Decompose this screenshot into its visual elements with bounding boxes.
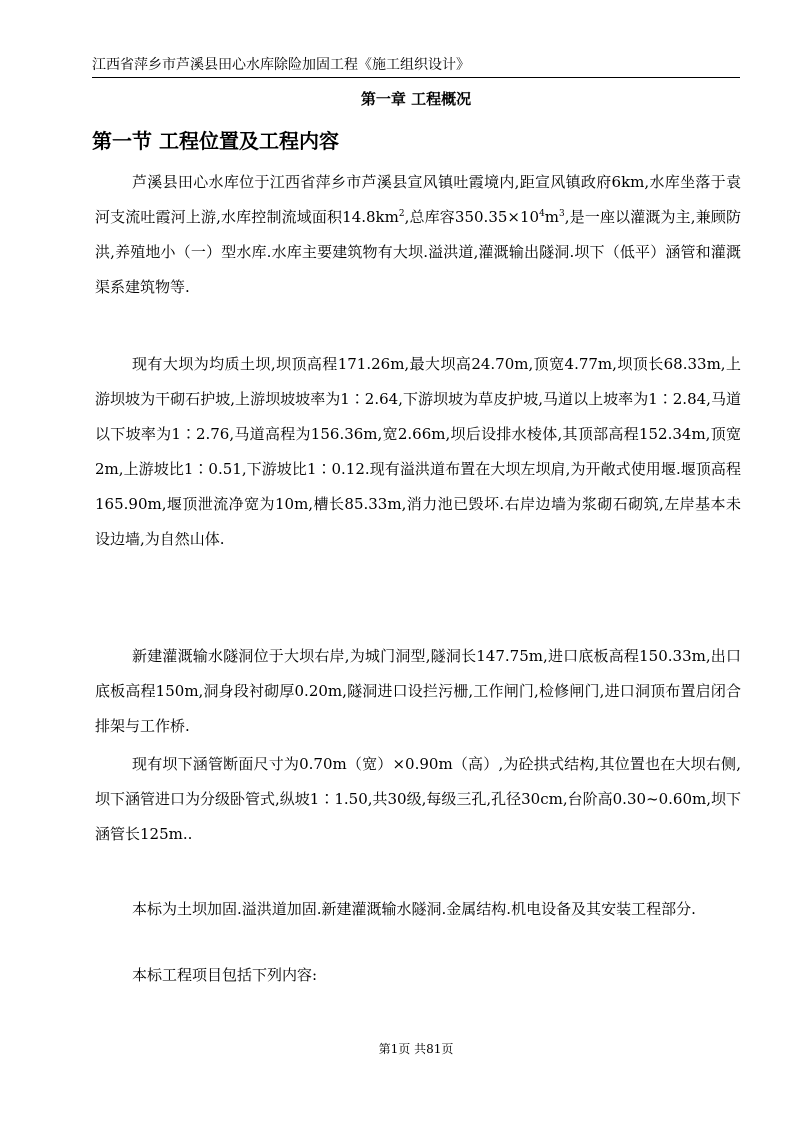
superscript: 3 <box>559 209 565 219</box>
page-number: 第1页 共81页 <box>378 1042 454 1056</box>
chapter-title: 第一章 工程概况 <box>360 90 472 108</box>
paragraph-scope: 本标为土坝加固.溢洪道加固.新建灌溉输水隧洞.金属结构.机电设备及其安装工程部分. <box>132 900 696 918</box>
paragraph-text: ,是一座以灌溉为主,兼顾防洪,养殖地小（一）型水库.水库主要建筑物有大坝.溢洪道,灌溉输出隧洞.坝下（低平）涵管和灌溉渠系建筑物等. <box>95 208 741 296</box>
section-title: 第一节 工程位置及工程内容 <box>92 129 339 153</box>
paragraph-culvert: 现有坝下涵管断面尺寸为0.70m（宽）×0.90m（高）,为砼拱式结构,其位置也在大坝右侧,坝下涵管进口为分级卧管式,纵坡1∶1.50,共30级,每级三孔,孔径30cm,台阶高0.30~0.60m,坝下涵管长125m.. <box>95 755 741 843</box>
paragraph-tunnel: 新建灌溉输水隧洞位于大坝右岸,为城门洞型,隧洞长147.75m,进口底板高程150.33m,出口底板高程150m,洞身段衬砌厚0.20m,隧洞进口设拦污栅,工作闸门,检修闸门,进口洞顶布置启闭合排架与工作桥. <box>95 647 741 735</box>
paragraph-location <box>95 165 741 305</box>
superscript: 4 <box>539 209 545 219</box>
paragraph-dam: 现有大坝为均质土坝,坝顶高程171.26m,最大坝高24.70m,顶宽4.77m,坝顶长68.33m,上游坝坡为干砌石护坡,上游坝坡坡率为1∶2.64,下游坝坡为草皮护坡,马道以上坡率为1∶2.84,马道以下坡率为1∶2.76,马道高程为156.36m,宽2.66m,坝后设排水棱体,其顶部高程152.34m,顶宽2m,上游坡比1∶0.51,下游坡比1∶0.12.现有溢洪道布置在大坝左坝肩,为开敞式使用堰.堰顶高程165.90m,堰顶泄流净宽为10m,槽长85.33m,消力池已毁坏.右岸边墙为浆砌石砌筑,左岸基本未设边墙,为自然山体. <box>95 355 741 548</box>
superscript: 2 <box>398 209 405 219</box>
document-header: 江西省萍乡市芦溪县田心水库除险加固工程《施工组织设计》 <box>92 57 470 73</box>
paragraph-contents-intro: 本标工程项目包括下列内容: <box>132 966 318 984</box>
paragraph-text: 芦溪县田心水库位于江西省萍乡市芦溪县宣风镇吐霞境内,距宣风镇政府6km,水库坐落于袁河支流吐霞河上游,水库控制流域面积14.8km <box>95 173 741 226</box>
paragraph-text: m <box>544 208 560 226</box>
paragraph-text: ,总库容350.35×10 <box>404 208 540 226</box>
header-divider <box>92 77 740 78</box>
